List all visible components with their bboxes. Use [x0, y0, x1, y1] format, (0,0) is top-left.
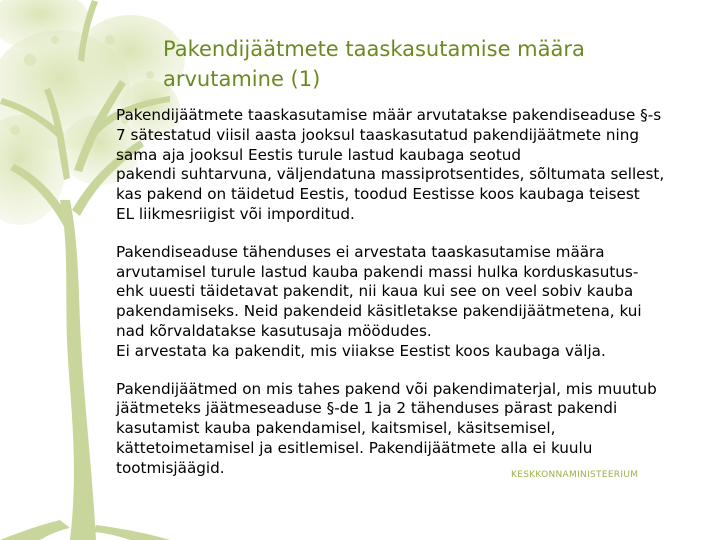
text-line: EL liikmesriigist või imporditud.: [116, 204, 355, 223]
text-line: pakendi suhtarvuna, väljendatuna massiprotsentides, sõltumata sellest,: [116, 165, 665, 184]
slide-title: [163, 34, 703, 94]
text-line: ehk uuesti täidetavat pakendit, nii kaua kui see on veel sobiv kauba: [116, 282, 634, 301]
text-line: sama aja jooksul Eestis turule lastud kaubaga seotud: [116, 145, 522, 164]
text-line: nad kõrvaldatakse kasutusaja möödudes.: [116, 321, 432, 340]
paragraph: [116, 380, 696, 479]
title-line-2: arvutamine (1): [163, 67, 321, 91]
text-line: jäätmeteks jäätmeseaduse §-de 1 ja 2 tähenduses pärast pakendi: [116, 399, 618, 418]
text-line: kas pakend on täidetud Eestis, toodud Eestisse koos kaubaga teisest: [116, 185, 640, 204]
paragraph: [116, 243, 696, 362]
text-line: Pakendiseaduse tähenduses ei arvestata taaskasutamise määra: [116, 242, 605, 261]
text-line: Pakendijäätmete taaskasutamise määr arvutatakse pakendiseaduse §-s: [116, 106, 662, 124]
text-line: Pakendijäätmed on mis tahes pakend või pakendimaterjal, mis muutub: [116, 379, 657, 398]
paragraph: [116, 106, 696, 225]
text-line: pakendamiseks. Neid pakendeid käsitletakse pakendijäätmetena, kui: [116, 302, 642, 321]
text-line: kättetoimetamisel ja esitlemisel. Pakendijäätmete alla ei kuulu: [116, 438, 593, 457]
text-line: 7 sätestatud viisil aasta jooksul taaskasutatud pakendijäätmete ning: [116, 125, 639, 144]
text-line: arvutamisel turule lastud kauba pakendi massi hulka korduskasutus-: [116, 262, 639, 281]
title-line-1: Pakendijäätmete taaskasutamise määra: [163, 37, 585, 61]
ministry-logo: KESKKONNAMINISTEERIUM: [511, 470, 639, 480]
text-line: Ei arvestata ka pakendit, mis viiakse Eestist koos kaubaga välja.: [116, 341, 606, 360]
text-line: kasutamist kauba pakendamisel, kaitsmisel, käsitsemisel,: [116, 419, 556, 438]
slide-body: [116, 106, 696, 497]
text-line: tootmisjäägid.: [116, 458, 225, 477]
